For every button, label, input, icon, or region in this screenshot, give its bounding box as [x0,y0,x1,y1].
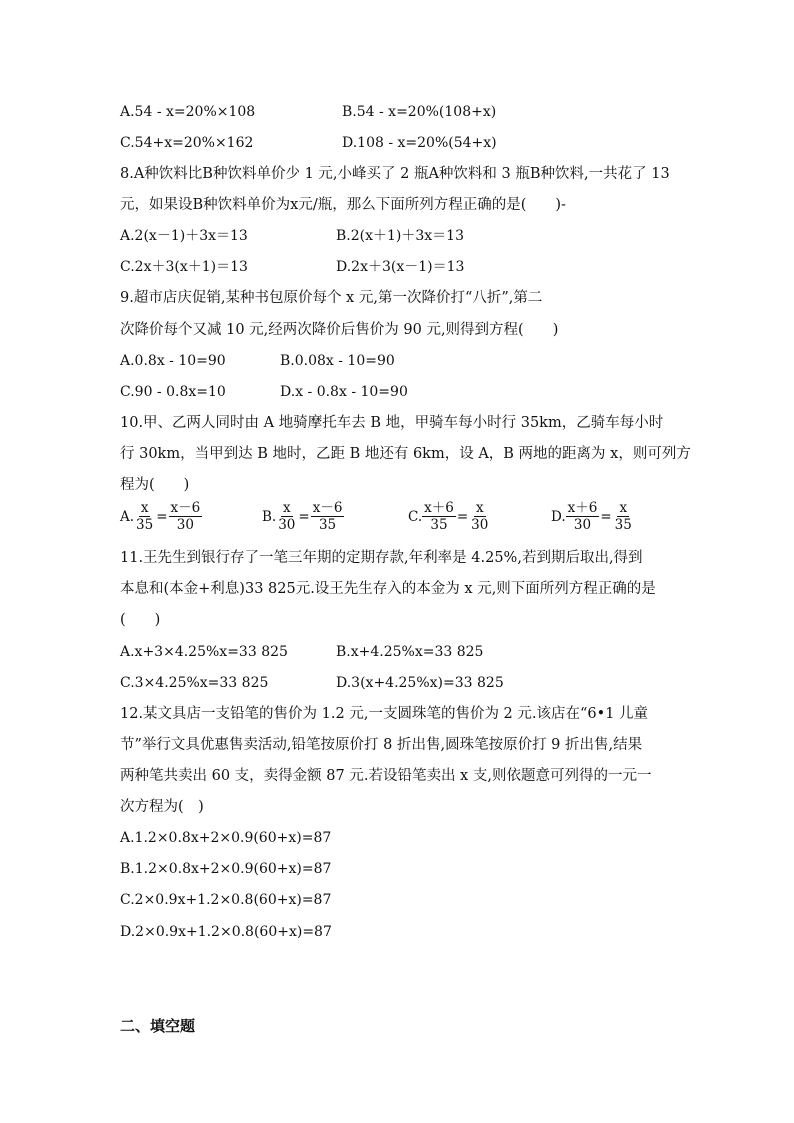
q11-option-d: D.3(x+4.25%x)=33 825 [336,675,504,691]
q9-option-b: B.0.08x - 10=90 [280,353,395,369]
numerator: x－6 [312,500,343,516]
numerator: x [140,500,149,516]
q11-text-line1: 11.王先生到银行存了一笔三年期的定期存款,年利率是 4.25%,若到期后取出,得到 [120,550,643,566]
q11-text-line2: 本息和(本金+利息)33 825元.设王先生存入的本金为 x 元,则下面所列方程正确的是 [120,581,656,597]
q10-option-c [408,500,490,533]
numerator: x [475,500,484,516]
fraction-right [613,500,634,533]
fraction-right [169,500,203,533]
q7-option-b: B.54 - x=20%(108+x) [342,104,497,120]
q7-option-a: A.54 - x=20%×108 [120,104,256,120]
q8-text-line1: 8.A种饮料比B种饮料单价少 1 元,小峰买了 2 瓶A种饮料和 3 瓶B种饮料,一共花了 13 [120,166,670,182]
q10-text-line1: 10.甲、乙两人同时由 A 地骑摩托车去 B 地，甲骑车每小时行 35km，乙骑车每小时 [120,415,664,431]
section-heading-fill-in-blank: 二、填空题 [120,1017,196,1035]
q9-option-a: A.0.8x - 10=90 [120,353,226,369]
q9-text-line1: 9.超市店庆促销,某种书包原价每个 x 元,第一次降价打“八折”,第二 [120,290,543,306]
fraction-left [566,500,600,533]
denominator: 30 [176,517,194,533]
denominator: 30 [471,517,489,533]
equals-sign: = [298,508,310,525]
q11-option-a: A.x+3×4.25%x=33 825 [120,644,288,660]
q12-text-line1: 12.某文具店一支铅笔的售价为 1.2 元,一支圆珠笔的售价为 2 元.该店在“6•1 儿童 [120,706,649,722]
numerator: x－6 [170,500,201,516]
q8-option-d: D.2x＋3(x－1)＝13 [336,259,465,275]
denominator: 35 [430,517,448,533]
option-label: D. [551,508,566,525]
q12-option-a: A.1.2×0.8x+2×0.9(60+x)=87 [120,830,332,846]
numerator: x＋6 [567,500,598,516]
q11-option-c: C.3×4.25%x=33 825 [120,675,269,691]
fraction-right [469,500,490,533]
q12-option-c: C.2×0.9x+1.2×0.8(60+x)=87 [120,892,332,908]
q12-option-b: B.1.2×0.8x+2×0.9(60+x)=87 [120,861,332,877]
option-label: B. [262,508,277,525]
q9-text-line2: 次降价每个又减 10 元,经两次降价后售价为 90 元,则得到方程( ) [120,322,559,338]
q7-option-c: C.54+x=20%×162 [120,135,254,151]
denominator: 30 [278,517,296,533]
q8-option-a: A.2(x－1)＋3x＝13 [120,228,248,244]
numerator: x [283,500,291,516]
equals-sign: = [156,508,168,525]
denominator: 35 [614,517,632,533]
q7-option-d: D.108 - x=20%(54+x) [342,135,497,151]
denominator: 35 [136,517,154,533]
q10-option-a [120,500,202,533]
q11-option-b: B.x+4.25%x=33 825 [336,644,484,660]
option-label: C. [408,508,423,525]
q12-text-line2: 节”举行文具优惠售卖活动,铅笔按原价打 8 折出售,圆珠笔按原价打 9 折出售,结果 [120,737,643,753]
fraction-left [422,500,456,533]
option-label: A. [120,508,135,525]
q12-text-line4: 次方程为( ) [120,799,204,815]
q8-text-line2: 元，如果设B种饮料单价为x元/瓶，那么下面所列方程正确的是( )- [120,197,566,213]
q10-option-d [551,500,634,533]
q9-option-c: C.90 - 0.8x=10 [120,384,226,400]
q12-text-line3: 两种笔共卖出 60 支，卖得金额 87 元.若设铅笔卖出 x 支,则依题意可列得的一元一 [120,768,652,784]
q8-option-c: C.2x＋3(x＋1)＝13 [120,259,248,275]
q10-text-line2: 行 30km，当甲到达 B 地时，乙距 B 地还有 6km，设 A，B 两地的距离为 x，则可列方 [120,446,691,462]
numerator: x [619,500,628,516]
q12-option-d: D.2×0.9x+1.2×0.8(60+x)=87 [120,924,332,940]
fraction-left [134,500,155,533]
numerator: x＋6 [424,500,454,516]
equals-sign: = [456,508,469,525]
fraction-right [311,500,345,533]
equals-sign: = [600,508,612,525]
q8-option-b: B.2(x＋1)＋3x＝13 [336,228,464,244]
denominator: 30 [573,517,592,533]
denominator: 35 [318,517,337,533]
q11-text-line3: ( ) [120,612,161,628]
q9-option-d: D.x - 0.8x - 10=90 [280,384,408,400]
q10-text-line3: 程为( ) [120,477,190,493]
fraction-left [276,500,297,533]
q10-option-b [262,500,344,533]
